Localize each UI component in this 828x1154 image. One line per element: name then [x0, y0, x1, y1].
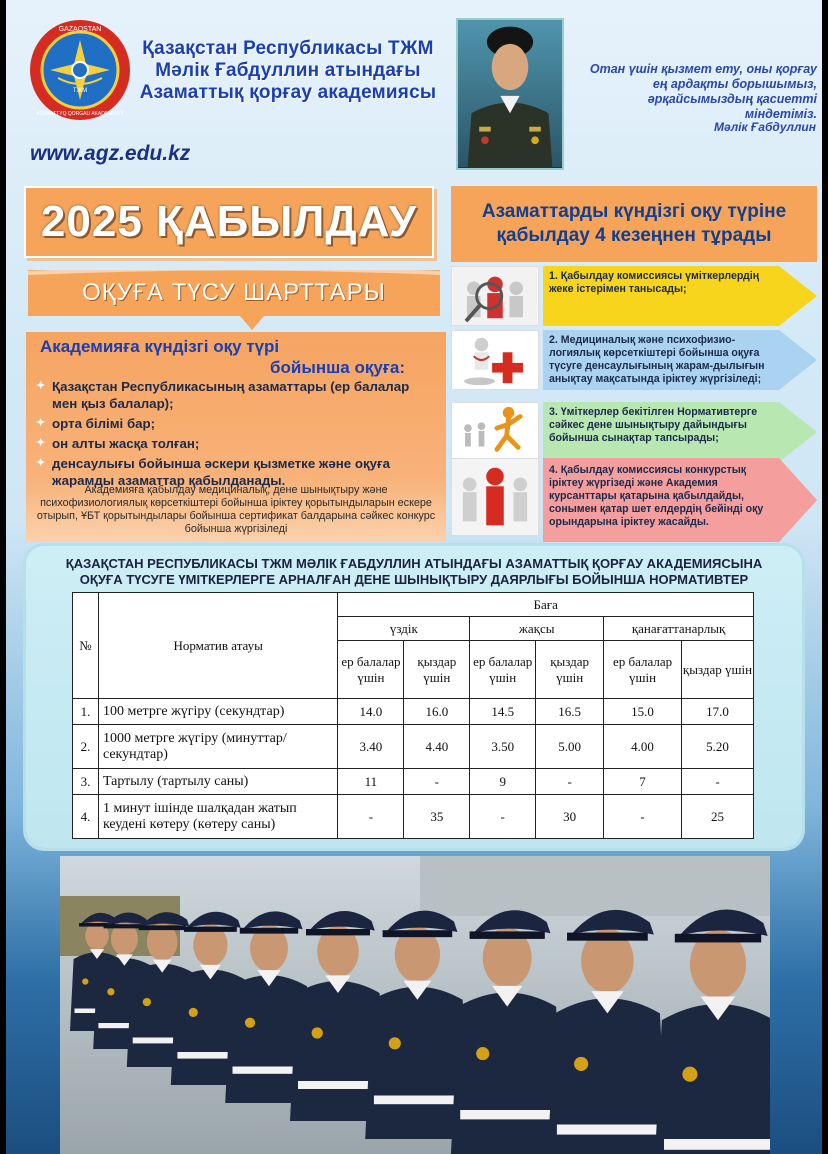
- row-no: 3.: [73, 769, 99, 795]
- cell-value: 14.0: [338, 699, 404, 725]
- stage-3-illustration: [451, 402, 539, 462]
- cell-value: -: [536, 769, 604, 795]
- norms-table: [72, 592, 754, 839]
- conditions-banner: [28, 270, 440, 322]
- admission-note: Академияға қабылдау медициналық, дене шынықтыру және психофизиологиялық көрсеткіштері бойынша іріктеу қорытындыларын ескере отырып, ҰБТ қорытындылары бойынша сертификат балдарына сәйкес конкурс бойынша жүргізіледі: [36, 484, 436, 535]
- info-title-line-2: бойынша оқуға:: [270, 358, 406, 377]
- academy-logo: [28, 18, 132, 122]
- header-satisfactory: қанағаттанарлық: [604, 617, 754, 641]
- norms-panel: [26, 546, 802, 848]
- cell-value: 30: [536, 795, 604, 839]
- stage-2: [451, 330, 817, 390]
- row-name: 100 метрге жүгіру (секундтар): [98, 699, 337, 725]
- cell-value: 11: [338, 769, 404, 795]
- header-girls: қыздар үшін: [404, 641, 470, 699]
- stage-3-text: 3. Үміткерлер бекітілген Нормативтерге сәйкес дене шынықтыру дайындығы бойынша сынақтар тапсырады;: [549, 406, 758, 444]
- row-name: 1 минут ішінде шалқадан жатып кеудені көтеру (көтеру саны): [98, 795, 337, 839]
- stage-3: [451, 402, 817, 462]
- cell-value: 4.40: [404, 725, 470, 769]
- table-row: [73, 725, 754, 769]
- cell-value: 25: [682, 795, 754, 839]
- cell-value: 9: [470, 769, 536, 795]
- list-item: ✦ Қазақстан Республикасының азаматтары (ер балалар мен қыз балалар);: [36, 378, 436, 412]
- norms-title: [26, 556, 802, 588]
- header-no: №: [73, 593, 99, 699]
- header-boys: ер балалар үшін: [470, 641, 536, 699]
- logo-center-text: ТЖМ: [72, 88, 88, 94]
- cell-value: 7: [604, 769, 682, 795]
- portrait-photo: [456, 18, 564, 170]
- stage-4: [451, 458, 817, 542]
- header-girls: қыздар үшін: [682, 641, 754, 699]
- stages-heading-line-2: қабылдау 4 кезеңнен тұрады: [496, 225, 772, 246]
- stage-1-text: 1. Қабылдау комиссиясы үміткерлердің жеке істерімен танысады;: [549, 270, 760, 295]
- cell-value: -: [338, 795, 404, 839]
- header-excellent: үздік: [338, 617, 470, 641]
- list-item: ✦ орта білімі бар;: [36, 415, 436, 432]
- list-item: ✦ он алты жасқа толған;: [36, 435, 436, 452]
- quote-author: Мәлік Ғабдуллин: [714, 120, 816, 134]
- requirements-list: [36, 378, 436, 492]
- table-row: [73, 795, 754, 839]
- quote-text: Отан үшін қызмет ету, оны қорғау ең ардақты борышымыз, әрқайсымыздың қасиетті міндетіміз.: [589, 62, 817, 121]
- stage-4-illustration: [451, 458, 539, 536]
- conditions-banner-label: ОҚУҒА ТҮСУ ШАРТТАРЫ: [82, 279, 386, 306]
- academy-name-line-1: Қазақстан Республикасы ТЖМ: [142, 38, 434, 59]
- academy-name-line-3: Азаматтық қорғау академиясы: [139, 82, 437, 103]
- cell-value: 3.40: [338, 725, 404, 769]
- poster: [6, 0, 822, 1154]
- cell-value: 5.00: [536, 725, 604, 769]
- cell-value: 4.00: [604, 725, 682, 769]
- admission-title: 2025 ҚАБЫЛДАУ: [40, 197, 418, 246]
- info-title: [40, 336, 405, 378]
- admission-info-box: [26, 332, 446, 542]
- logo-bottom-text: AZAMATTYQ QORGAU AKADEMIASY: [36, 111, 124, 117]
- stage-2-illustration: [451, 330, 539, 390]
- admission-title-box: [24, 186, 434, 258]
- header-name: Норматив атауы: [98, 593, 337, 699]
- header-boys: ер балалар үшін: [338, 641, 404, 699]
- logo-top-text: GAZAQSTAN: [58, 26, 102, 33]
- cell-value: 15.0: [604, 699, 682, 725]
- stage-2-text: 2. Медициналық және психофизио-логиялық көрсеткіштері бойынша оқуға түсуге денсаулығының жарам-дылығын анықтау мақсатында іріктеу жүргізіледі;: [549, 334, 765, 385]
- cell-value: 35: [404, 795, 470, 839]
- website-link[interactable]: www.agz.edu.kz: [30, 142, 191, 165]
- stage-4-text: 4. Қабылдау комиссиясы конкурстық іріктеу жүргізеді және Академия курсанттары қатарына қабылдайды, сонымен қатар шет елдердің бейінді оқу орындарына іріктеу жасайды.: [549, 464, 764, 528]
- stages-heading: [451, 186, 817, 262]
- stage-1-illustration: [451, 266, 539, 326]
- table-row: [73, 769, 754, 795]
- header-girls: қыздар үшін: [536, 641, 604, 699]
- info-title-line-1: Академияға күндізгі оқу түрі: [40, 337, 280, 356]
- cell-value: 17.0: [682, 699, 754, 725]
- stages-heading-line-1: Азаматтарды күндізгі оқу түріне: [481, 201, 787, 222]
- norms-title-line-1: ҚАЗАҚСТАН РЕСПУБЛИКАСЫ ТЖМ МӘЛІК ҒАБДУЛЛИН АТЫНДАҒЫ АЗАМАТТЫҚ ҚОРҒАУ АКАДЕМИЯСЫНА: [65, 556, 763, 571]
- academy-name: [138, 38, 438, 104]
- table-row: [73, 699, 754, 725]
- cadets-photo: [60, 856, 770, 1154]
- academy-name-line-2: Мәлік Ғабдуллин атындағы: [155, 60, 421, 81]
- header-boys: ер балалар үшін: [604, 641, 682, 699]
- cell-value: 14.5: [470, 699, 536, 725]
- norms-title-line-2: ОҚУҒА ТҮСУГЕ ҮМІТКЕРЛЕРГЕ АРНАЛҒАН ДЕНЕ ШЫНЫҚТЫРУ ДАЯРЛЫҒЫ БОЙЫНША НОРМАТИВТЕР: [79, 572, 749, 587]
- header-grade: Баға: [338, 593, 754, 617]
- row-name: Тартылу (тартылу саны): [98, 769, 337, 795]
- row-no: 4.: [73, 795, 99, 839]
- cell-value: -: [604, 795, 682, 839]
- cell-value: 16.5: [536, 699, 604, 725]
- cell-value: -: [404, 769, 470, 795]
- cell-value: -: [470, 795, 536, 839]
- row-name: 1000 метрге жүгіру (минуттар/секундтар): [98, 725, 337, 769]
- list-item: ✦ денсаулығы бойынша әскери қызметке және оқуға жарамды азаматтар қабылданады.: [36, 455, 436, 489]
- header-good: жақсы: [470, 617, 604, 641]
- row-no: 1.: [73, 699, 99, 725]
- cell-value: 3.50: [470, 725, 536, 769]
- cell-value: 16.0: [404, 699, 470, 725]
- stage-1: [451, 266, 817, 326]
- cell-value: -: [682, 769, 754, 795]
- cell-value: 5.20: [682, 725, 754, 769]
- row-no: 2.: [73, 725, 99, 769]
